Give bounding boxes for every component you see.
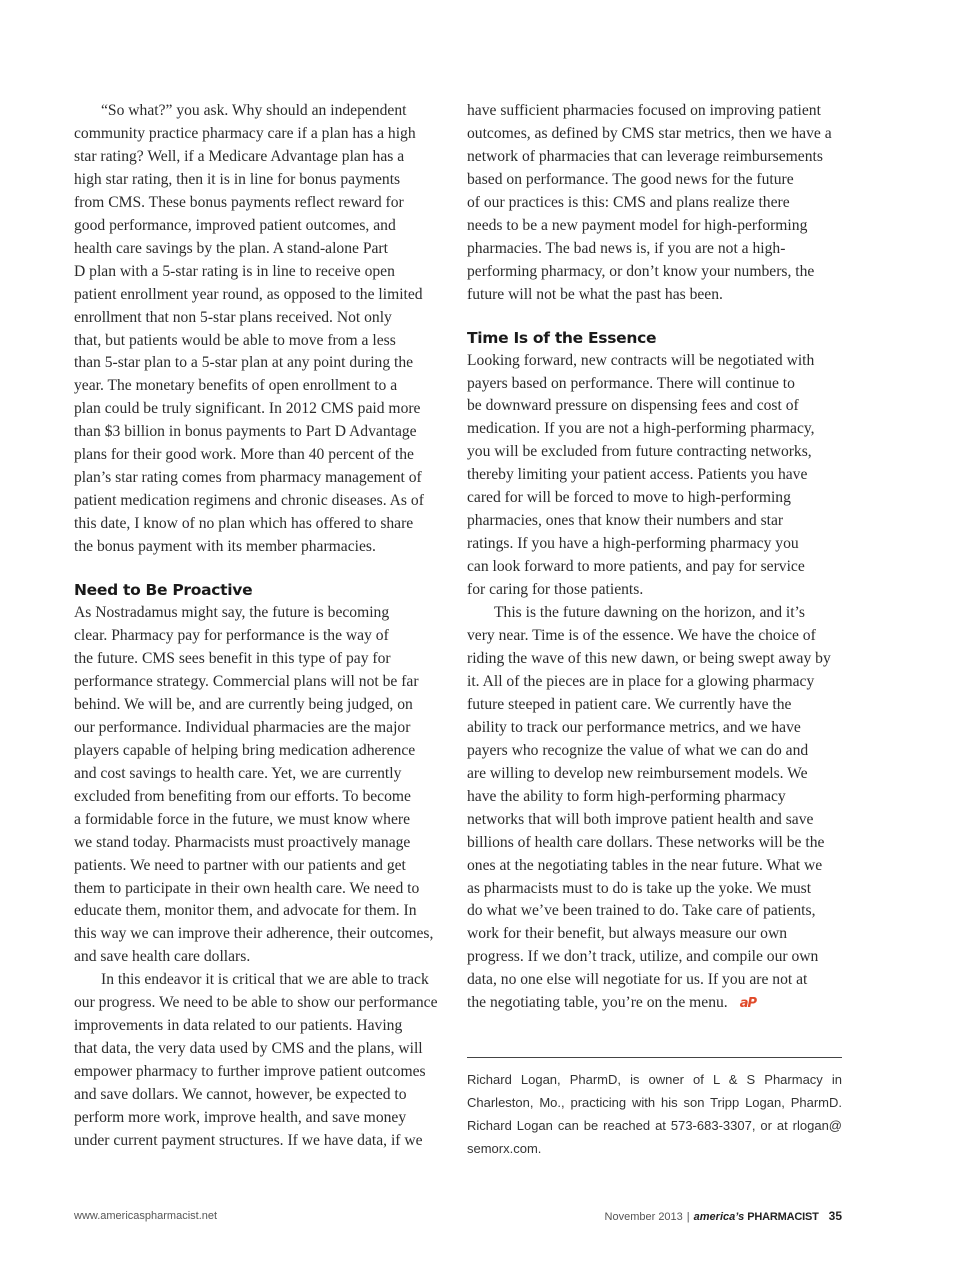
text-line: plans for their good work. More than 40 percent of the [74, 446, 414, 464]
text-line: performance strategy. Commercial plans will not be far [74, 672, 419, 690]
end-of-article-logo-icon: aP [739, 996, 756, 1012]
heading-need-to-be-proactive: Need to Be Proactive [74, 581, 253, 600]
text-line: good performance, improved patient outcomes, and [74, 216, 396, 234]
text-line: of our practices is this: CMS and plans realize there [467, 193, 790, 211]
text-line: thereby limiting your patient access. Patients you have [467, 466, 808, 484]
text-line: medication. If you are not a high-performing pharmacy, [467, 420, 815, 438]
footer-issue-date: November 2013 [604, 1211, 683, 1223]
footer-brand-prefix: america’s [693, 1211, 745, 1223]
text-line: community practice pharmacy care if a plan has a high [74, 124, 416, 142]
text-line: improvements in data related to our patients. Having [74, 1017, 403, 1035]
text-line: “So what?” you ask. Why should an independent [101, 102, 407, 119]
text-line: future will not be what the past has been. [467, 285, 723, 303]
text-line: performing pharmacy, or don’t know your numbers, the [467, 262, 815, 280]
page-number: 35 [828, 1209, 842, 1223]
text-line: star rating? Well, if a Medicare Advantage plan has a [74, 147, 405, 165]
text-line: cared for will be forced to move to high-performing [467, 489, 791, 507]
text-line: players capable of helping bring medication adherence [74, 741, 416, 759]
text-line: plan could be truly significant. In 2012 CMS paid more [74, 400, 421, 418]
paragraph-nostradamus [74, 602, 450, 969]
text-line: we stand today. Pharmacists must proactively manage [74, 833, 411, 851]
text-line: This is the future dawning on the horizon, and it’s [494, 604, 805, 622]
text-line: health care savings by the plan. A stand-alone Part [74, 239, 388, 257]
text-line: our progress. We need to be able to show our performance [74, 994, 438, 1012]
text-line: and cost savings to health care. Yet, we are currently [74, 764, 402, 782]
text-line: the bonus payment with its member pharmacies. [74, 538, 376, 556]
text-line: needs to be a new payment model for high-performing [467, 216, 808, 234]
text-line: very near. Time is of the essence. We have the choice of [467, 627, 816, 645]
text-line: Looking forward, new contracts will be negotiated with [467, 351, 815, 369]
text-line: billions of health care dollars. These networks will be the [467, 833, 825, 851]
text-line: this way we can improve their adherence, their outcomes, [74, 925, 434, 943]
footer-website[interactable]: www.americaspharmacist.net [74, 1210, 218, 1222]
footer-separator: | [686, 1211, 690, 1223]
text-line: outcomes, as defined by CMS star metrics, then we have a [467, 124, 832, 142]
text-line: for caring for those patients. [467, 581, 644, 599]
left-column [74, 100, 450, 1153]
paragraph-so-what [74, 100, 450, 559]
text-line: ratings. If you have a high-performing pharmacy you [467, 535, 799, 553]
text-line: In this endeavor it is critical that we are able to track [101, 971, 429, 989]
text-line: them to participate in their own health care. We need to [74, 879, 420, 897]
footer-brand-name: PHARMACIST [747, 1211, 819, 1223]
text-line: and save health care dollars. [74, 948, 251, 966]
text-line: data, no one else will negotiate for us. If you are not at [467, 971, 808, 989]
text-line: this date, I know of no plan which has offered to share [74, 515, 414, 533]
text-line: patient enrollment year round, as opposed to the limited [74, 285, 423, 303]
text-line: payers based on performance. There will continue to [467, 374, 795, 392]
text-line: are willing to develop new reimbursement models. We [467, 764, 808, 782]
text-line: a formidable force in the future, we must know where [74, 810, 411, 828]
paragraph-track-progress [74, 969, 450, 1153]
right-column [467, 100, 843, 1016]
text-line: based on performance. The good news for the future [467, 170, 794, 188]
text-line: enrollment that non 5-star plans received. Not only [74, 308, 392, 326]
paragraph-looking-forward [467, 350, 843, 602]
text-line: you will be excluded from future contracting networks, [467, 443, 812, 461]
text-line: ability to track our performance metrics, and we have [467, 718, 801, 736]
text-line: the negotiating table, you’re on the menu. aP [467, 992, 843, 1016]
text-line: and save dollars. We cannot, however, be expected to [74, 1086, 407, 1104]
text-line: be downward pressure on dispensing fees and cost of [467, 397, 799, 415]
text-line: network of pharmacies that can leverage reimbursements [467, 147, 823, 165]
text-line: than $3 billion in bonus payments to Part D Advantage [74, 423, 417, 441]
text-line: future steeped in patient care. We currently have the [467, 695, 792, 713]
text-line: progress. If we don’t track, utilize, and compile our own [467, 948, 819, 966]
text-line: it. All of the pieces are in place for a glowing pharmacy [467, 672, 815, 690]
text-line: pharmacies. The bad news is, if you are not a high- [467, 239, 786, 257]
text-line: payers who recognize the value of what we can do and [467, 741, 809, 759]
text-line: behind. We will be, and are currently being judged, on [74, 695, 413, 713]
text-line: ones at the negotiating tables in the near future. What we [467, 856, 823, 874]
text-line: year. The monetary benefits of open enrollment to a [74, 377, 398, 395]
text-line: our performance. Individual pharmacies are the major [74, 718, 411, 736]
text-line: under current payment structures. If we have data, if we [74, 1131, 423, 1149]
text-line: empower pharmacy to further improve patient outcomes [74, 1063, 426, 1081]
text-line: have sufficient pharmacies focused on improving patient [467, 102, 821, 119]
text-line: D plan with a 5-star rating is in line to receive open [74, 262, 395, 280]
text-line: plan’s star rating comes from pharmacy management of [74, 469, 422, 487]
text-line: do what we’ve been trained to do. Take care of patients, [467, 902, 816, 920]
text-line: pharmacies, ones that know their numbers and star [467, 512, 784, 530]
text-line: educate them, monitor them, and advocate for them. In [74, 902, 417, 920]
text-line: riding the wave of this new dawn, or being swept away by [467, 649, 831, 667]
text-line: clear. Pharmacy pay for performance is the way of [74, 627, 389, 645]
text-line: As Nostradamus might say, the future is becoming [74, 604, 390, 622]
footer-issue-info [605, 1209, 842, 1223]
heading-time-is-of-the-essence: Time Is of the Essence [467, 328, 657, 347]
paragraph-sufficient-pharmacies [467, 100, 843, 307]
author-bio-divider [467, 1057, 842, 1058]
text-line: networks that will both improve patient health and save [467, 810, 814, 828]
text-line: have the ability to form high-performing pharmacy [467, 787, 786, 805]
text-line: as pharmacists must to do is take up the yoke. We must [467, 879, 812, 897]
text-line: work for their benefit, but always measure our own [467, 925, 788, 943]
text-line: that data, the very data used by CMS and the plans, will [74, 1040, 423, 1058]
text-line: the future. CMS sees benefit in this type of pay for [74, 649, 391, 667]
text-line: can look forward to more patients, and pay for service [467, 558, 805, 576]
text-line: patient medication regimens and chronic diseases. As of [74, 492, 424, 510]
text-line: patients. We need to partner with our patients and get [74, 856, 406, 874]
text-line: high star rating, then it is in line for bonus payments [74, 170, 401, 188]
author-bio: Richard Logan, PharmD, is owner of L & S Pharmacy in Charleston, Mo., practicing with his son Tripp Logan, PharmD. Richard Logan can be reached at 573-683-3307, or at rlogan@ semorx.com. [467, 1072, 842, 1156]
paragraph-future-dawning [467, 602, 843, 1016]
text-line: perform more work, improve health, and save money [74, 1109, 407, 1127]
text-line: that, but patients would be able to move from a less [74, 331, 396, 349]
text-line: excluded from benefiting from our efforts. To become [74, 787, 411, 805]
text-line: from CMS. These bonus payments reflect reward for [74, 193, 404, 211]
text-line: than 5-star plan to a 5-star plan at any point during the [74, 354, 414, 372]
